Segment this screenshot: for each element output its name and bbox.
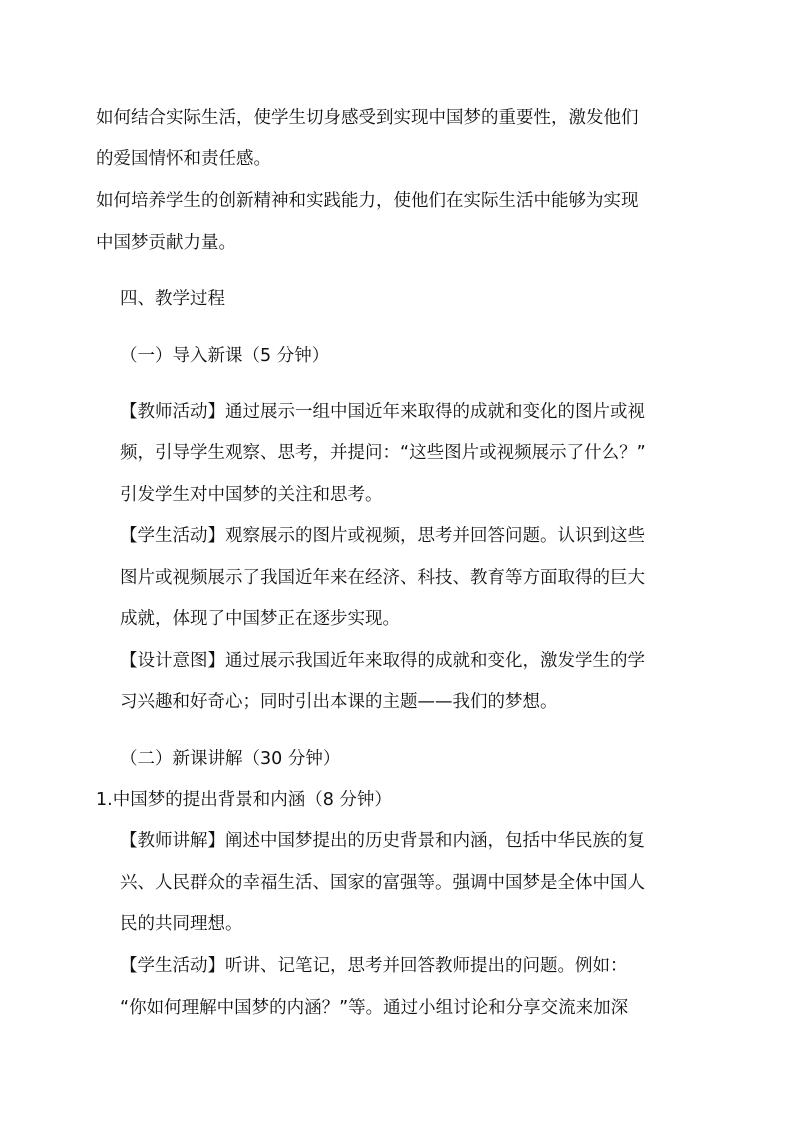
difficulty-1-line-1: 如何结合实际生活，使学生切身感受到实现中国梦的重要性，激发他们 (96, 108, 639, 128)
part2-teacher-line-2: 兴、人民群众的幸福生活、国家的富强等。强调中国梦是全体中国人 (120, 873, 645, 893)
part1-heading: （一）导入新课（5 分钟） (120, 346, 330, 366)
part2-teacher-line-1: 【教师讲解】阐述中国梦提出的历史背景和内涵，包括中华民族的复 (120, 831, 645, 851)
part2-heading: （二）新课讲解（30 分钟） (120, 749, 341, 769)
part2-sub1-title: 1.中国梦的提出背景和内涵（8 分钟） (96, 790, 392, 810)
part1-student-line-1: 【学生活动】观察展示的图片或视频，思考并回答问题。认识到这些 (120, 526, 645, 546)
part1-teacher-line-3: 引发学生对中国梦的关注和思考。 (120, 485, 383, 505)
part2-student-line-2: “你如何理解中国梦的内涵？”等。通过小组讨论和分享交流来加深 (120, 998, 629, 1018)
part1-teacher-line-1: 【教师活动】通过展示一组中国近年来取得的成就和变化的图片或视 (120, 402, 645, 422)
part1-intent-line-1: 【设计意图】通过展示我国近年来取得的成就和变化，激发学生的学 (120, 651, 645, 671)
difficulty-2-line-2: 中国梦贡献力量。 (96, 233, 236, 253)
section-title: 四、教学过程 (120, 289, 225, 309)
part1-teacher-line-2: 频，引导学生观察、思考，并提问：“这些图片或视频展示了什么？” (120, 443, 646, 463)
difficulty-2-line-1: 如何培养学生的创新精神和实践能力，使他们在实际生活中能够为实现 (96, 191, 639, 211)
difficulty-1-line-2: 的爱国情怀和责任感。 (96, 149, 271, 169)
part1-student-line-3: 成就，体现了中国梦正在逐步实现。 (120, 609, 400, 629)
part1-student-line-2: 图片或视频展示了我国近年来在经济、科技、教育等方面取得的巨大 (120, 568, 645, 588)
part2-student-line-1: 【学生活动】听讲、记笔记，思考并回答教师提出的问题。例如： (120, 956, 628, 976)
part2-teacher-line-3: 民的共同理想。 (120, 914, 243, 934)
part1-intent-line-2: 习兴趣和好奇心；同时引出本课的主题——我们的梦想。 (120, 692, 558, 712)
